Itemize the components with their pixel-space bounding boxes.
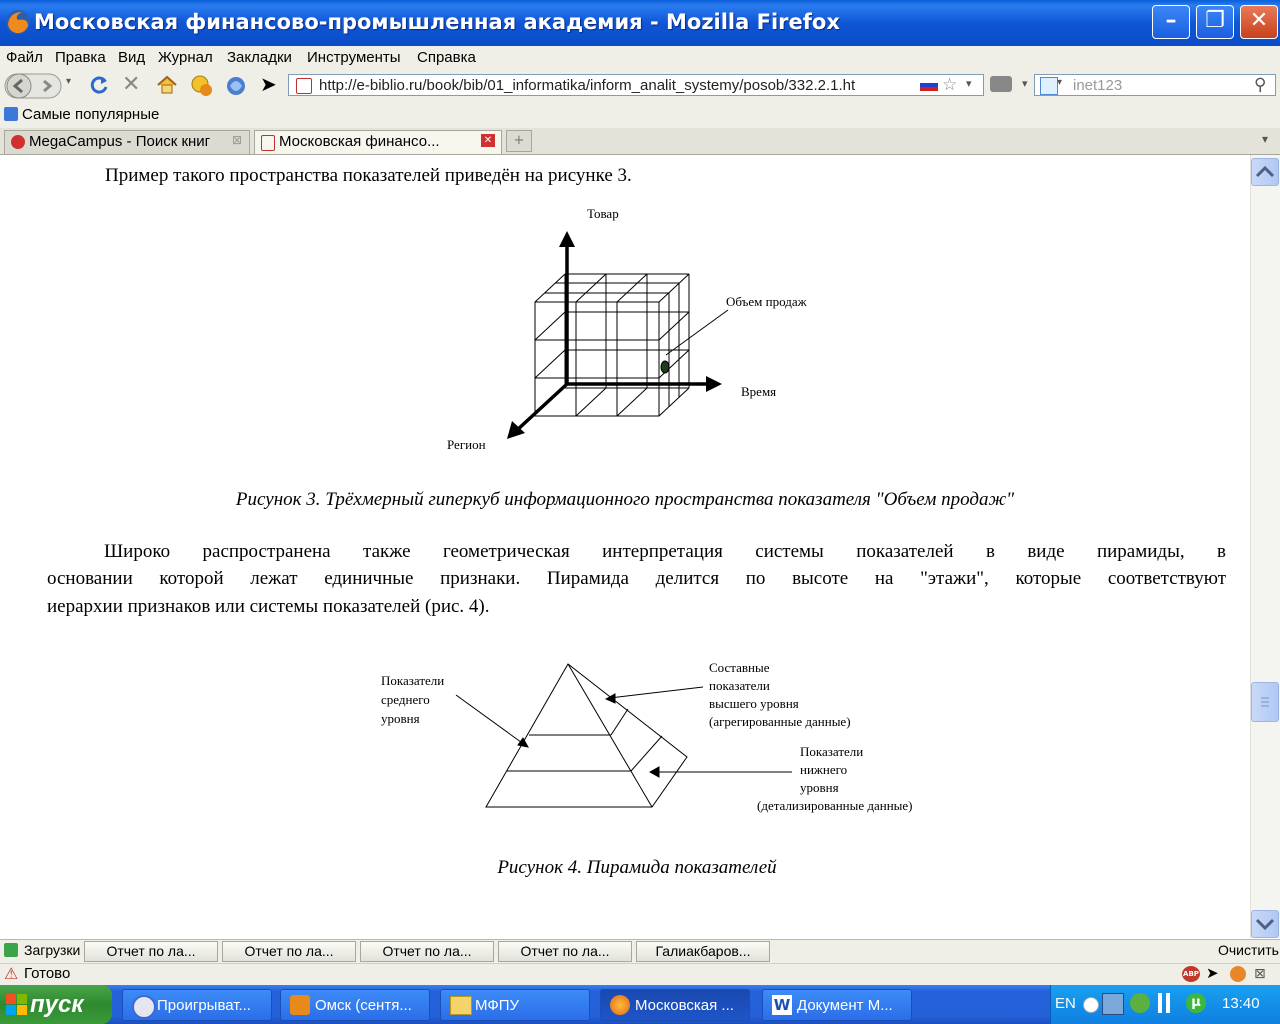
status-text: Готово — [24, 965, 71, 982]
search-icon[interactable]: ⚲ — [1254, 75, 1267, 95]
search-engine-icon[interactable] — [1040, 77, 1058, 95]
minimize-button[interactable]: – — [1152, 5, 1190, 39]
menu-edit[interactable]: Правка — [55, 49, 106, 66]
addon-icon[interactable] — [190, 74, 214, 98]
mfpa-favicon — [261, 135, 275, 151]
download-item[interactable]: Галиакбаров... — [636, 941, 770, 962]
word-icon: W — [773, 996, 791, 1014]
axis-region — [516, 384, 567, 431]
bookmark-folder-icon — [4, 107, 18, 121]
folder-icon — [450, 996, 472, 1015]
menu-help[interactable]: Справка — [417, 49, 476, 66]
label-mid-level — [381, 671, 444, 728]
menu-file[interactable]: Файл — [6, 49, 43, 66]
search-engine-dropdown-icon[interactable]: ▾ — [1057, 77, 1063, 88]
cut-off-text-line — [160, 155, 900, 159]
downloads-icon — [4, 943, 18, 957]
task-media-player[interactable]: Проигрыват... — [122, 989, 272, 1021]
camera-icon[interactable] — [990, 76, 1012, 92]
firefox-status-icon[interactable] — [1230, 966, 1246, 982]
resize-grip-icon: ⊠ — [1254, 966, 1266, 982]
site-icon — [296, 78, 312, 94]
new-tab-button[interactable]: + — [506, 130, 532, 152]
menu-bookmarks[interactable]: Закладки — [227, 49, 292, 66]
tab-label: MegaCampus - Поиск книг — [29, 133, 211, 150]
label-top-line: Составные — [709, 660, 770, 675]
download-item[interactable]: Отчет по ла... — [222, 941, 356, 962]
task-mfpu-folder[interactable]: МФПУ — [440, 989, 590, 1021]
label-top-line: высшего уровня — [709, 696, 799, 711]
task-firefox[interactable]: Московская ... — [600, 989, 750, 1021]
signal-icon[interactable] — [1158, 993, 1178, 1013]
adblock-icon[interactable]: ABP — [1182, 966, 1200, 982]
history-dropdown-icon[interactable]: ▾ — [66, 76, 72, 87]
page-content — [0, 155, 1250, 938]
camera-dropdown-icon[interactable]: ▾ — [1022, 77, 1028, 90]
label-vremya: Время — [741, 384, 777, 399]
back-forward-group — [4, 72, 64, 100]
stop-icon[interactable]: ✕ — [122, 72, 141, 97]
url-input[interactable]: http://e-biblio.ru/book/bib/01_informatika/inform_analit_systemy/posob/332.2.1.ht — [288, 74, 984, 96]
close-tab-icon[interactable]: ⊠ — [232, 133, 243, 147]
status-bar — [0, 963, 1280, 986]
russia-flag-icon — [920, 79, 938, 91]
start-button[interactable] — [0, 985, 112, 1024]
downloads-clear-button[interactable]: Очистить — [1218, 942, 1279, 958]
megacampus-favicon — [11, 135, 25, 149]
tool-icon[interactable] — [224, 74, 248, 98]
firefox-task-icon — [610, 995, 630, 1015]
paragraph-line-3: иерархии признаков или системы показателей (рис. 4). — [47, 596, 490, 617]
label-top-level — [709, 659, 851, 731]
firefox-icon — [4, 8, 32, 36]
download-item[interactable]: Отчет по ла... — [498, 941, 632, 962]
downloads-label[interactable]: Загрузки — [24, 942, 81, 958]
title-bar — [0, 0, 1280, 46]
search-input[interactable]: inet123 — [1034, 74, 1276, 96]
label-obem-prodazh: Объем продаж — [726, 294, 807, 309]
paragraph-line-1: Широко распространена также геометрическая интерпретация системы показателей в виде пирамиды, в — [104, 541, 1226, 562]
label-low-line: (детализированные данные) — [757, 798, 913, 813]
sales-volume-point — [661, 361, 669, 373]
label-low-level — [757, 743, 913, 815]
label-tovar: Товар — [587, 206, 619, 221]
vertical-scrollbar[interactable] — [1250, 155, 1280, 938]
bookmarks-toolbar — [0, 102, 1280, 128]
tab-list-icon[interactable]: ▾ — [1262, 132, 1269, 146]
label-mid-line: Показатели — [381, 673, 445, 688]
star-icon[interactable]: ☆ — [942, 75, 958, 95]
scroll-thumb[interactable] — [1251, 682, 1279, 722]
figure-3-caption: Рисунок 3. Трёхмерный гиперкуб информационного пространства показателя "Объем продаж" — [235, 489, 1015, 510]
download-item[interactable]: Отчет по ла... — [84, 941, 218, 962]
task-word[interactable]: Документ M... — [762, 989, 912, 1021]
close-tab-icon[interactable]: ✕ — [481, 134, 495, 147]
language-indicator[interactable]: EN — [1055, 995, 1076, 1012]
back-icon — [7, 74, 31, 98]
clock: 13:40 — [1222, 995, 1260, 1012]
label-region: Регион — [447, 437, 486, 452]
label-top-line: показатели — [709, 678, 770, 693]
scroll-up-button[interactable] — [1251, 158, 1279, 186]
intro-text: Пример такого пространства показателей приведён на рисунке 3. — [105, 165, 632, 186]
media-player-icon — [132, 995, 156, 1019]
label-mid-line: уровня — [381, 711, 420, 726]
menu-tools[interactable]: Инструменты — [307, 49, 401, 66]
close-button[interactable]: ✕ — [1240, 5, 1278, 39]
menu-view[interactable]: Вид — [118, 49, 146, 66]
label-low-line: нижнего — [800, 762, 848, 777]
tray-arrow-icon[interactable] — [1083, 997, 1099, 1013]
start-label: пуск — [30, 991, 84, 1018]
home-icon[interactable] — [156, 74, 178, 96]
pointer-icon[interactable]: ➤ — [260, 72, 277, 96]
maximize-button[interactable]: ❐ — [1196, 5, 1234, 39]
reload-icon[interactable] — [88, 74, 110, 96]
warning-icon: ⚠ — [4, 964, 19, 983]
url-dropdown-icon[interactable]: ▾ — [966, 77, 972, 90]
windows-logo-icon — [6, 994, 28, 1016]
tab-mfpa[interactable] — [254, 130, 502, 154]
pointer-status-icon[interactable]: ➤ — [1206, 964, 1219, 982]
network-icon[interactable] — [1102, 993, 1124, 1015]
antivirus-icon[interactable] — [1130, 993, 1150, 1013]
browser-icon — [290, 995, 310, 1015]
bookmark-most-visited[interactable]: Самые популярные — [22, 106, 160, 123]
label-mid-line: среднего — [381, 692, 430, 707]
paragraph-line-2: основании которой лежат единичные признаки. Пирамида делится по высоте на "этажи", которые соответствуют — [47, 568, 1226, 589]
tab-megacampus[interactable] — [4, 130, 250, 154]
window-title: Московская финансово-промышленная академия - Mozilla Firefox — [34, 10, 840, 34]
task-omsk[interactable]: Омск (сентя... — [280, 989, 430, 1021]
label-low-line: Показатели — [800, 744, 864, 759]
tab-label: Московская финансо... — [279, 133, 440, 150]
label-top-line: (агрегированные данные) — [709, 714, 851, 729]
label-low-line: уровня — [800, 780, 839, 795]
download-item[interactable]: Отчет по ла... — [360, 941, 494, 962]
utorrent-icon[interactable]: µ — [1186, 993, 1206, 1013]
menu-history[interactable]: Журнал — [158, 49, 213, 66]
figure-3-hypercube — [430, 197, 870, 467]
scroll-down-button[interactable] — [1251, 910, 1279, 938]
figure-4-caption: Рисунок 4. Пирамида показателей — [497, 857, 777, 878]
